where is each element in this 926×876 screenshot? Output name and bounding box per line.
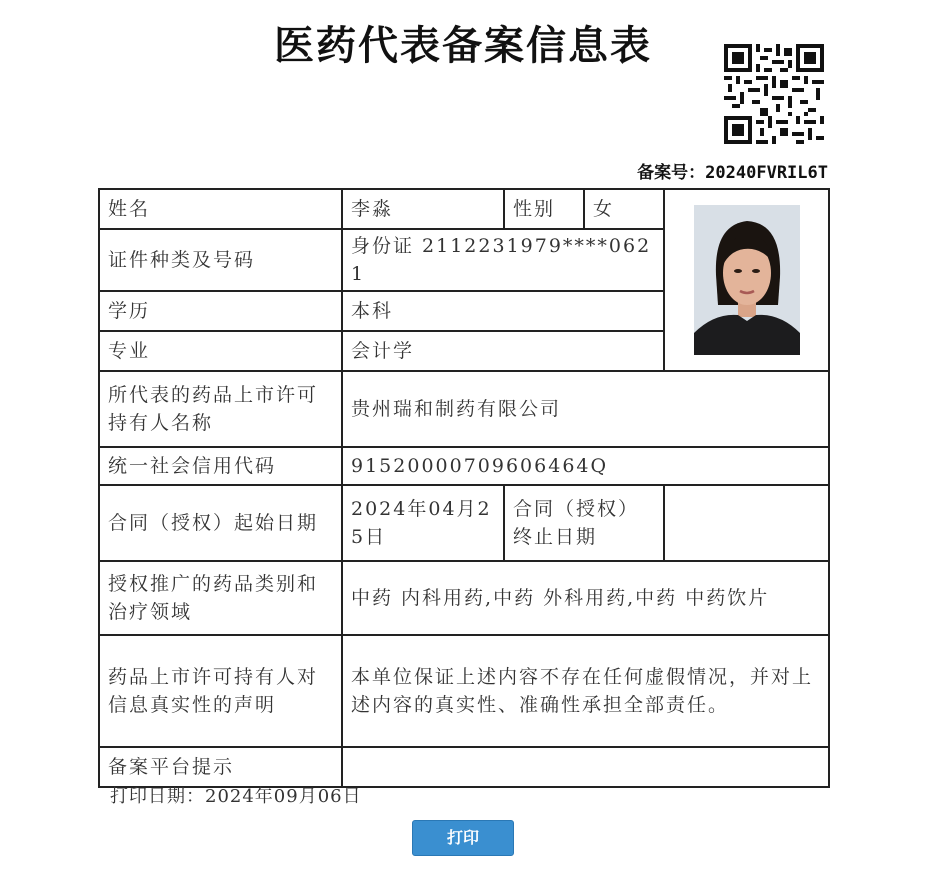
category-value: 中药 内科用药,中药 外科用药,中药 中药饮片 <box>342 561 829 635</box>
platform-notice-value <box>342 747 829 787</box>
print-date: 打印日期：2024年09月06日 <box>110 786 362 807</box>
credit-code-value: 91520000709606464Q <box>342 447 829 485</box>
id-label: 证件种类及号码 <box>99 229 342 291</box>
table-row <box>99 747 829 787</box>
declaration-value: 本单位保证上述内容不存在任何虚假情况，并对上述内容的真实性、准确性承担全部责任。 <box>342 635 829 747</box>
photo-cell <box>664 189 829 371</box>
print-button[interactable]: 打印 <box>412 820 514 856</box>
qr-code-icon <box>724 44 824 144</box>
table-row <box>99 561 829 635</box>
start-date-label: 合同（授权）起始日期 <box>99 485 342 561</box>
info-table <box>98 188 830 788</box>
table-row <box>99 447 829 485</box>
table-row <box>99 189 829 229</box>
major-label: 专业 <box>99 331 342 371</box>
record-label: 备案号： <box>637 163 706 183</box>
name-value: 李淼 <box>342 189 504 229</box>
gender-value: 女 <box>584 189 664 229</box>
name-label: 姓名 <box>99 189 342 229</box>
id-value: 身份证 2112231979****0621 <box>342 229 664 291</box>
table-row <box>99 485 829 561</box>
education-label: 学历 <box>99 291 342 331</box>
education-value: 本科 <box>342 291 664 331</box>
platform-notice-label: 备案平台提示 <box>99 747 342 787</box>
table-row <box>99 635 829 747</box>
end-date-value <box>664 485 829 561</box>
record-value: 20240FVRIL6T <box>705 163 828 183</box>
declaration-label: 药品上市许可持有人对信息真实性的声明 <box>99 635 342 747</box>
id-photo <box>694 205 800 355</box>
category-label: 授权推广的药品类别和治疗领域 <box>99 561 342 635</box>
table-row <box>99 371 829 447</box>
holder-value: 贵州瑞和制药有限公司 <box>342 371 829 447</box>
major-value: 会计学 <box>342 331 664 371</box>
holder-label: 所代表的药品上市许可持有人名称 <box>99 371 342 447</box>
credit-code-label: 统一社会信用代码 <box>99 447 342 485</box>
record-number <box>560 158 828 183</box>
start-date-value: 2024年04月25日 <box>342 485 504 561</box>
gender-label: 性别 <box>504 189 584 229</box>
end-date-label: 合同（授权）终止日期 <box>504 485 664 561</box>
page-title: 医药代表备案信息表 <box>274 22 652 69</box>
